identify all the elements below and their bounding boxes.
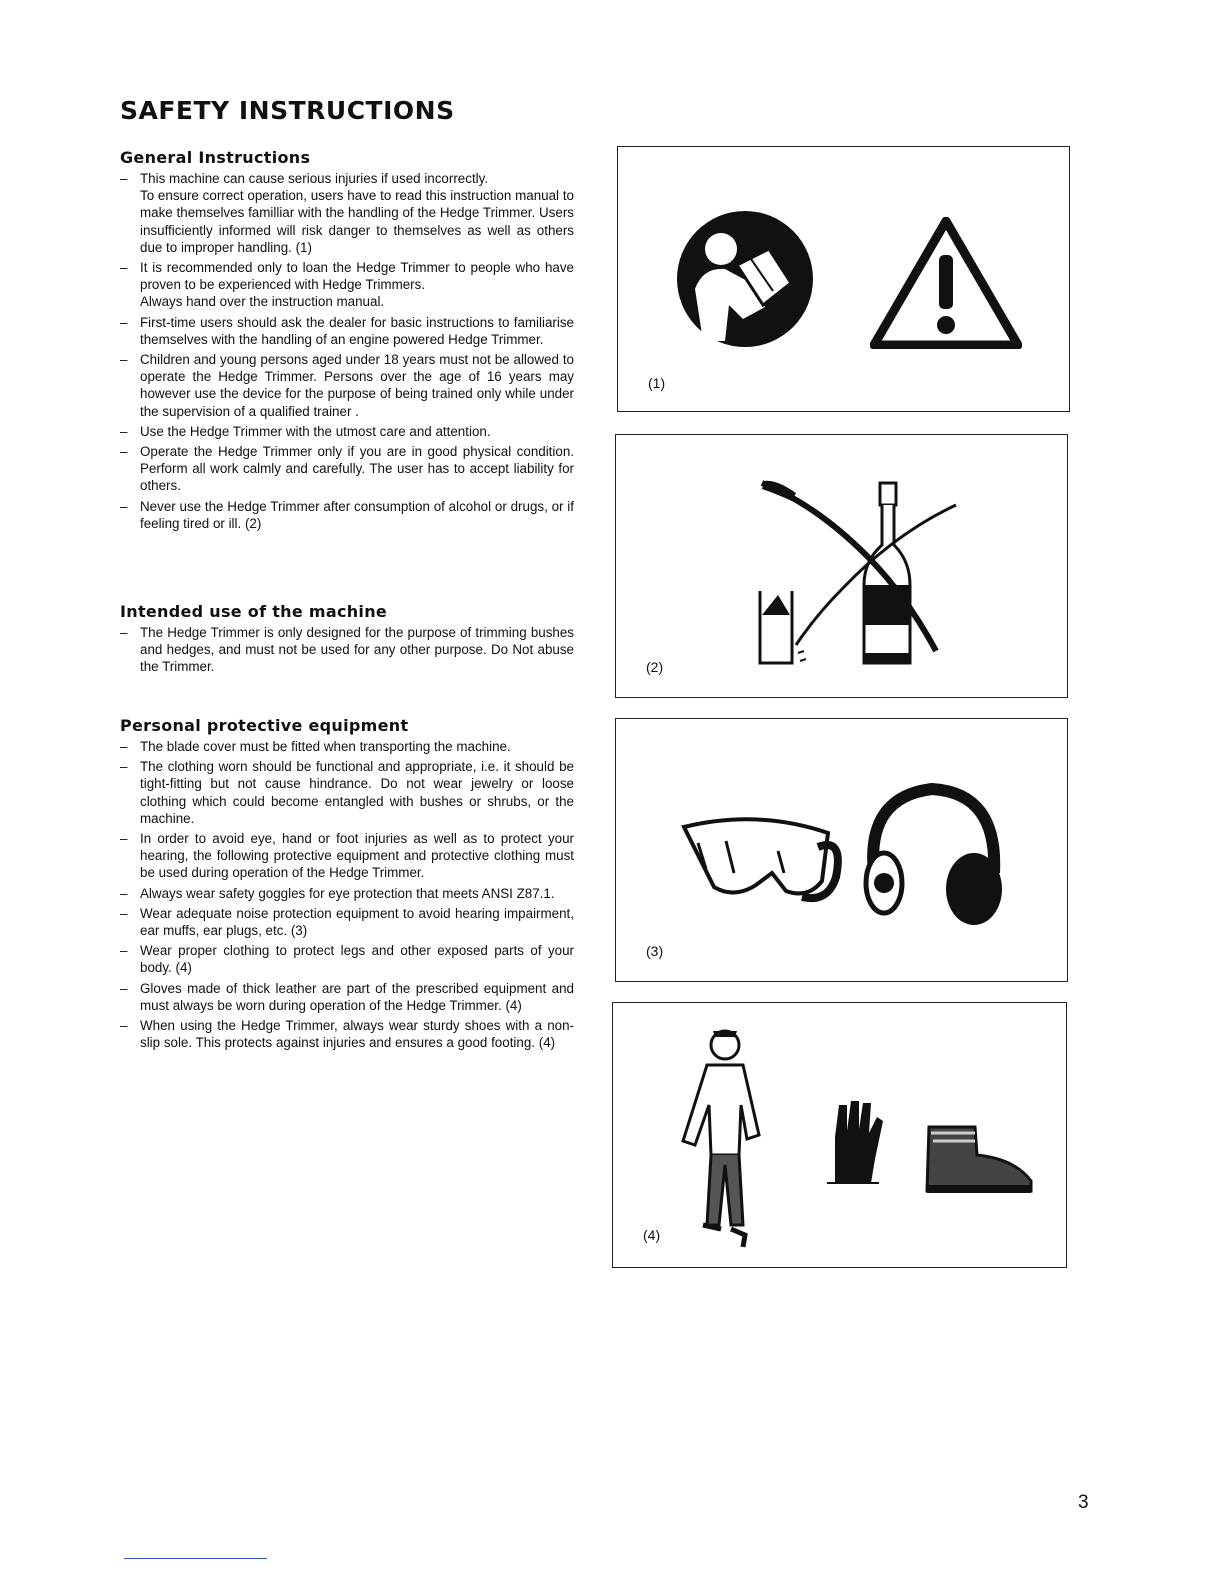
figure-label: (2) xyxy=(646,659,664,675)
list-item: – It is recommended only to loan the Hedge Trimmer to people who have proven to be experienced with Hedge Trimmers. Always hand over the instruction manual. xyxy=(118,259,574,311)
list-item: – Wear proper clothing to protect legs and other exposed parts of your body. (4) xyxy=(118,942,574,976)
list-item: – Never use the Hedge Trimmer after consumption of alcohol or drugs, or if feeling tired or ill. (2) xyxy=(118,498,574,532)
figure-label: (3) xyxy=(646,943,664,959)
section-intended-use xyxy=(118,602,574,679)
list-item: – The Hedge Trimmer is only designed for the purpose of trimming bushes and hedges, and must not be used for any other purpose. Do Not abuse the Trimmer. xyxy=(118,624,574,676)
section-heading: General Instructions xyxy=(120,148,311,167)
bullet-list xyxy=(118,170,574,532)
section-personal-protective-equipment xyxy=(118,716,574,1054)
protective-clothing-icon xyxy=(665,1025,775,1255)
footer-line xyxy=(124,1558,267,1559)
list-item: – This machine can cause serious injuries if used incorrectly. To ensure correct operation, users have to read this instruction manual to make themselves familliar with the handling of the Hedge Trimmer. Users insufficiently informed will risk danger to themselves as well as others due to improper handling. (1) xyxy=(118,170,574,256)
list-item: – Use the Hedge Trimmer with the utmost care and attention. xyxy=(118,423,574,440)
list-item: – Gloves made of thick leather are part of the prescribed equipment and must always be worn during operation of the Hedge Trimmer. (4) xyxy=(118,980,574,1014)
figure-label: (4) xyxy=(643,1227,661,1243)
section-general-instructions xyxy=(118,148,574,535)
boot-icon xyxy=(919,1119,1039,1199)
list-item: – Wear adequate noise protection equipment to avoid hearing impairment, ear muffs, ear plugs, etc. (3) xyxy=(118,905,574,939)
list-item: – The clothing worn should be functional and appropriate, i.e. it should be tight-fitting but not cause hindrance. Do not wear jewelry or loose clothing which could become entangled with bushes or shrubs, or the machine. xyxy=(118,758,574,827)
figure-1 xyxy=(617,146,1070,412)
list-item: – Always wear safety goggles for eye protection that meets ANSI Z87.1. xyxy=(118,885,574,902)
list-item: – When using the Hedge Trimmer, always wear sturdy shoes with a non-slip sole. This protects against injuries and ensures a good footing. (4) xyxy=(118,1017,574,1051)
figure-3 xyxy=(615,718,1068,982)
page-number: 3 xyxy=(1078,1492,1089,1513)
bullet-list xyxy=(118,738,574,1051)
list-item: – The blade cover must be fitted when transporting the machine. xyxy=(118,738,574,755)
glove-icon xyxy=(821,1095,891,1195)
cross-out-icon xyxy=(756,475,976,655)
list-item: – Children and young persons aged under 18 years must not be allowed to operate the Hedge Trimmer. Persons over the age of 16 years may however use the device for the purpose of being trained only while under the supervision of a qualified trainer . xyxy=(118,351,574,420)
list-item: – In order to avoid eye, hand or foot injuries as well as to protect your hearing, the following protective equipment and protective clothing must be used during operation of the Hedge Trimmer. xyxy=(118,830,574,882)
page-title: SAFETY INSTRUCTIONS xyxy=(120,96,455,125)
warning-icon xyxy=(870,217,1022,349)
figure-2 xyxy=(615,434,1068,698)
section-heading: Personal protective equipment xyxy=(120,716,409,735)
bullet-list xyxy=(118,624,574,676)
list-item: – Operate the Hedge Trimmer only if you are in good physical condition. Perform all work calmly and carefully. The user has to accept liability for others. xyxy=(118,443,574,495)
list-item: – First-time users should ask the dealer for basic instructions to familiarise themselves with the handling of an engine powered Hedge Trimmer. xyxy=(118,314,574,348)
safety-goggles-icon xyxy=(678,807,848,917)
read-manual-icon xyxy=(673,209,823,349)
section-heading: Intended use of the machine xyxy=(120,602,388,621)
figure-4 xyxy=(612,1002,1067,1268)
figure-label: (1) xyxy=(648,375,666,391)
ear-muffs-icon xyxy=(856,777,1006,927)
